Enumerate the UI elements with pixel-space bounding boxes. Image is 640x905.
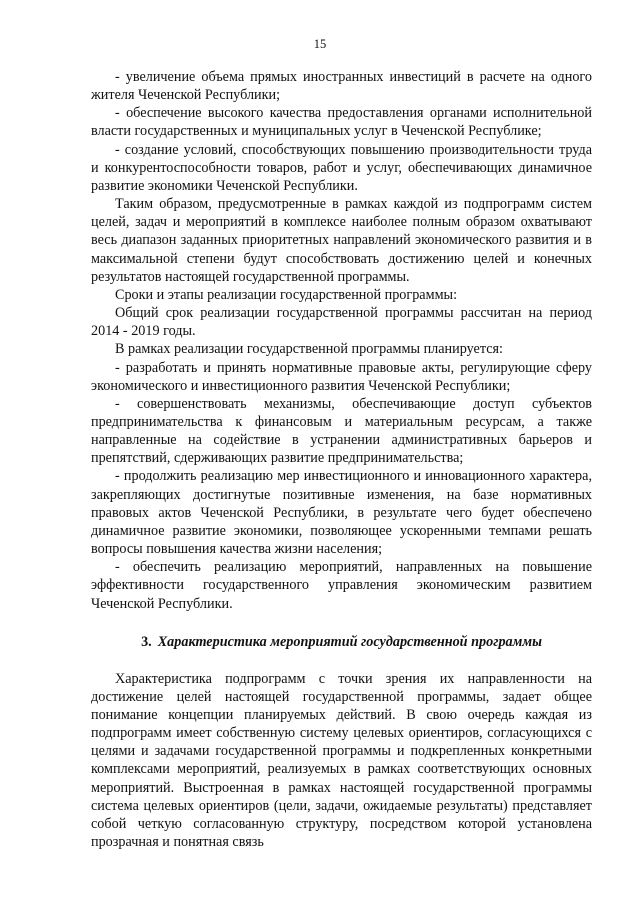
section-heading (91, 633, 592, 651)
paragraph-plan-mechanisms: - совершенствовать механизмы, обеспечивающие доступ субъектов предпринимательства к финансовым и материальным ресурсам, а также направленные на содействие в устранении административных барьеров и препятствий, сдерживающих развитие предпринимательства; (91, 395, 592, 467)
paragraph-bullet-productivity: - создание условий, способствующих повышению производительности труда и конкурентоспособности товаров, работ и услуг, обеспечивающих динамичное развитие экономики Чеченской Республики. (91, 141, 592, 194)
section-number: 3. (141, 633, 152, 650)
paragraph-timeline-period: Общий срок реализации государственной программы рассчитан на период 2014 - 2019 годы. (91, 305, 592, 340)
paragraph-plan-measures: - продолжить реализацию мер инвестиционного и инновационного характера, закрепляющих достигнутые позитивные изменения, на базе нормативных правовых актов Чеченской Республики, в результате чего будет обеспечено динамичное развитие экономики, позволяющее ускоренными темпами решать вопросы повышения качества жизни населения; (91, 468, 592, 558)
paragraph-plan-intro: В рамках реализации государственной программы планируется: (115, 341, 503, 358)
paragraph-bullet-services: - обеспечение высокого качества предоставления органами исполнительной власти государственных и муниципальных услуг в Чеченской Республике; (91, 105, 592, 140)
page-number: 15 (313, 37, 327, 51)
section-title: Характеристика мероприятий государственной программы (157, 633, 542, 650)
document-body (91, 68, 592, 851)
paragraph-plan-legal-acts: - разработать и принять нормативные правовые акты, регулирующие сферу экономического и инвестиционного развития Чеченской Республики; (91, 359, 592, 394)
paragraph-summary: Таким образом, предусмотренные в рамках каждой из подпрограмм систем целей, задач и мероприятий в комплексе наиболее полным образом охватывают весь диапазон заданных приоритетных направлений экономического развития и в максимальной степени будут способствовать достижению целей и конечных результатов настоящей государственной программы. (91, 196, 592, 285)
paragraph-plan-efficiency: - обеспечить реализацию мероприятий, направленных на повышение эффективности государственного управления экономическим развитием Чеченской Республики. (91, 559, 592, 612)
paragraph-timeline-heading: Сроки и этапы реализации государственной программы: (115, 286, 458, 303)
paragraph-section-body: Характеристика подпрограмм с точки зрения их направленности на достижение целей настоящей государственной программы, задает общее понимание концепции планируемых действий. В свою очередь каждая из подпрограмм имеет собственную систему целевых ориентиров, согласующихся с целями и задачами государственной программы и подкрепленных конкретными комплексами мероприятий, реализуемых в рамках соответствующих основных мероприятий. Выстроенная в рамках настоящей государственной программы система целевых ориентиров (цели, задачи, ожидаемые результаты) представляет собой четкую согласованную структуру, посредством которой установлена прозрачная и понятная связь (91, 670, 592, 851)
paragraph-bullet-investment: - увеличение объема прямых иностранных инвестиций в расчете на одного жителя Чеченской Республики; (91, 69, 592, 104)
